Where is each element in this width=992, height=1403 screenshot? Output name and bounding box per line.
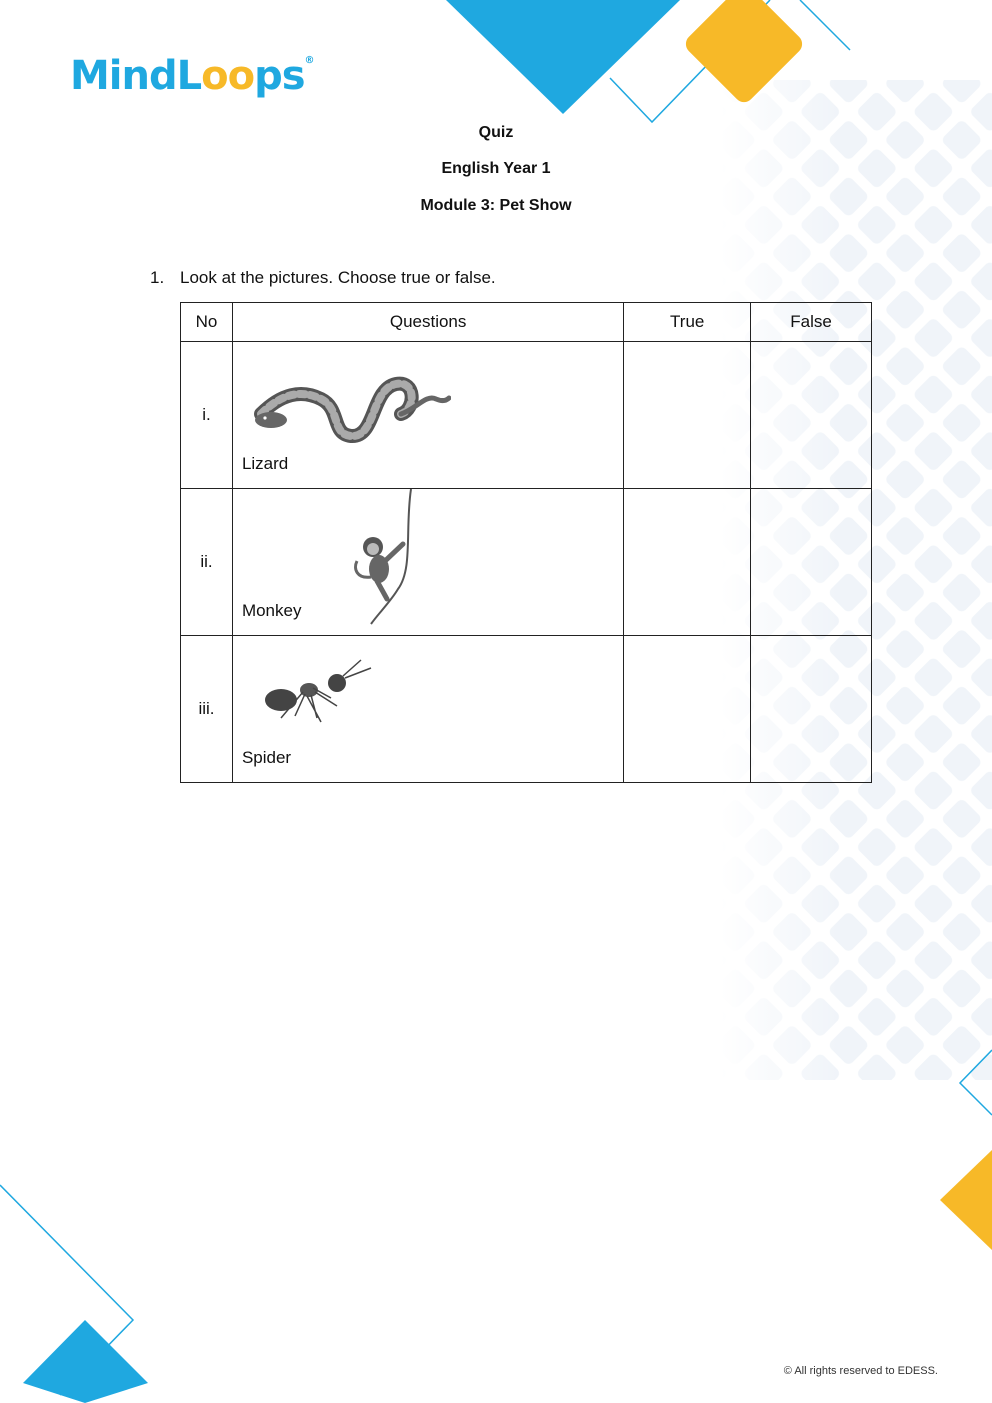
snake-image — [251, 354, 451, 449]
question-label: Lizard — [241, 454, 289, 473]
copyright-footer: © All rights reserved to EDESS. — [783, 1365, 938, 1377]
false-answer-cell[interactable] — [751, 489, 872, 636]
registered-mark: ® — [304, 55, 314, 66]
question-label: Spider — [241, 748, 292, 767]
header-false: False — [751, 303, 872, 342]
mindloops-logo — [70, 53, 314, 99]
question-prompt: Look at the pictures. Choose true or false. — [180, 268, 496, 287]
monkey-image — [343, 489, 423, 629]
ant-image — [261, 658, 381, 723]
logo-text-end: ps — [254, 53, 305, 99]
false-answer-cell[interactable] — [751, 342, 872, 489]
question-cell — [232, 489, 623, 636]
table-row — [181, 342, 872, 489]
true-answer-cell[interactable] — [624, 489, 751, 636]
question-1 — [150, 268, 496, 288]
question-cell — [232, 636, 623, 783]
row-number: ii. — [181, 489, 233, 636]
logo-text-start: MindL — [70, 53, 202, 99]
row-number: i. — [181, 342, 233, 489]
table-header-row — [181, 303, 872, 342]
true-answer-cell[interactable] — [624, 342, 751, 489]
subtitle-english-year: English Year 1 — [441, 160, 551, 177]
header-true: True — [624, 303, 751, 342]
question-number: 1. — [150, 268, 165, 287]
question-cell — [232, 342, 623, 489]
header-questions: Questions — [232, 303, 623, 342]
table-row — [181, 489, 872, 636]
table-row — [181, 636, 872, 783]
false-answer-cell[interactable] — [751, 636, 872, 783]
true-false-table — [180, 302, 872, 783]
question-label: Monkey — [241, 601, 302, 620]
logo-infinity-loop: oo — [201, 53, 255, 99]
title-quiz: Quiz — [478, 124, 514, 141]
header-no: No — [181, 303, 233, 342]
subtitle-module: Module 3: Pet Show — [420, 197, 572, 214]
row-number: iii. — [181, 636, 233, 783]
true-answer-cell[interactable] — [624, 636, 751, 783]
